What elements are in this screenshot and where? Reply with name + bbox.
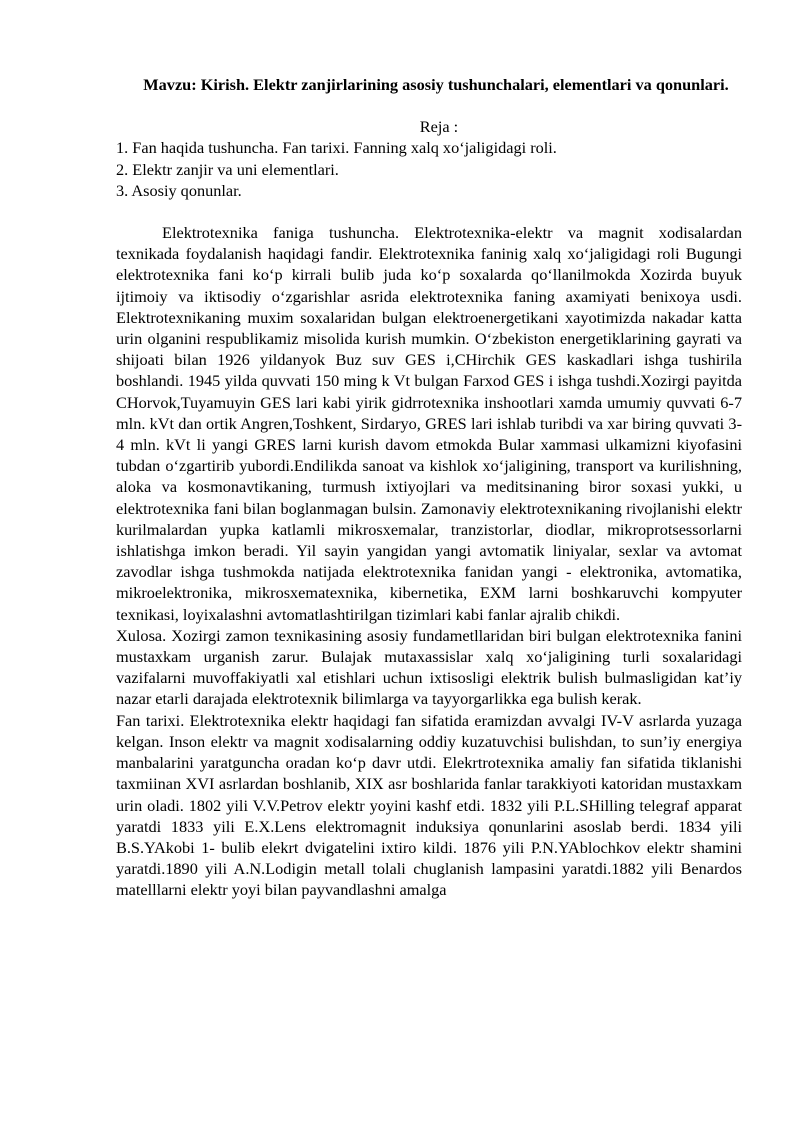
paragraph-conclusion: Xulosa. Xozirgi zamon texnikasining asosiy fundametllaridan biri bulgan elektrotexnika fanini mustaxkam urganish zarur. Bulajak mutaxassislar xalq xo‘jaligining turli soxalaridagi vazifalarni muvoffakiyatli xal etishlari uchun ixtisosligi elektrik bulish bulmasligidan kat’iy nazar etarli darajada elektrotexnik bilimlarga va tayyorgarlikka ega bulish kerak. — [116, 625, 742, 709]
plan-item: 2. Elektr zanjir va uni elementlari. — [116, 159, 339, 179]
document-page — [116, 74, 742, 901]
document-title: Mavzu: Kirish. Elektr zanjirlarining asosiy tushunchalari, elementlari va qonunlari. — [143, 75, 729, 94]
paragraph-history: Fan tarixi. Elektrotexnika elektr haqidagi fan sifatida eramizdan avvalgi IV-V asrlarda yuzaga kelgan. Inson elektr va magnit xodisalarning oddiy kuzatuvchisi bulishdan, to sun’iy energiya manbalarini yaratguncha oradan ko‘p davr utdi. Elekrtrotexnika amaliy fan sifatida tiklanishi taxmiinan XVI asrlardan boshlanib, XIX asr boshlarida fanlar tarakkiyoti katoridan mustaxkam urin oladi. 1802 yili V.V.Petrov elektr yoyini kashf etdi. 1832 yili P.L.SHilling telegraf apparat yaratdi 1833 yili E.X.Lens elektromagnit induksiya qonunlarini asoslab berdi. 1834 yili B.S.YAkobi 1- bulib elekrt dvigatelini ixtiro kildi. 1876 yili P.N.YAblochkov elektr shamini yaratdi.1890 yili A.N.Lodigin metall tolali chuglanish lampasini yaratdi.1882 yili Benardos matelllarni elektr yoyi bilan payvandlashni amalga — [116, 710, 742, 900]
plan-item: 3. Asosiy qonunlar. — [116, 180, 242, 200]
plan-heading: Reja : — [419, 117, 459, 137]
paragraph-introduction: Elektrotexnika faniga tushuncha. Elektrotexnika-elektr va magnit xodisalardan texnikada foydalanish haqidagi fandir. Elektrotexnika faninig xalq xo‘jaligidagi roli Bugungi elektrotexnika fani ko‘p kirrali bulib juda ko‘p soxalarda qo‘llanilmokda Xozirda buyuk ijtimoiy va iktisodiy o‘zgarishlar asrida elektrotexnika faning axamiyati benixoya usdi. Elektrotexnikaning muxim soxalaridan bulgan elektroenergetikani xayotimizda nakadar katta urin olganini respublikamiz misolida kurish mumkin. O‘zbekiston energetiklarining gayrati va shijoati bilan 1926 yildanyok Buz suv GES i,CHirchik GES kaskadlari ishga tushirila boshlandi. 1945 yilda quvvati 150 ming k Vt bulgan Farxod GES i ishga tushdi.Xozirgi payitda CHorvok,Tuyamuyin GES lari kabi yirik gidrrotexnika inshootlari xamda umumiy quvvati 6-7 mln. kVt dan ortik Angren,Toshkent, Sirdaryo, GRES lari ishlab turibdi va xar biring quvvati 3-4 mln. kVt li yangi GRES larni kurish davom etmokda Bular xammasi ulkamizni kiyofasini tubdan o‘zgartirib yubordi.Endilikda sanoat va kishlok xo‘jaligining, transport va kurilishning, aloka va kosmonavtikaning, turmush ixtiyojlari va meditsinaning biror soxasi yukki, u elektrotexnika fani bilan boglanmagan bulsin. Zamonaviy elektrotexnikaning rivojlanishi elektr kurilmalardan yupka katlamli mikrosxemalar, tranzistorlar, diodlar, mikroprotsessorlarni ishlatishga imkon beradi. Yil sayin yangidan yangi avtomatik liniyalar, sexlar va avtomat zavodlar ishga tushmokda natijada elektrotexnika fanidan yangi - elektronika, avtomatika, mikroelektronika, mikrosxematexnika, kibernetika, EXM larni boshkaruvchi kompyuter texnikasi, loyixalashni avtomatlashtirilgan tizimlari kabi fanlar ajralib chikdi. — [116, 223, 742, 624]
plan-list — [116, 137, 742, 201]
plan-item: 1. Fan haqida tushuncha. Fan tarixi. Fanning xalq xo‘jaligidagi roli. — [116, 138, 557, 158]
